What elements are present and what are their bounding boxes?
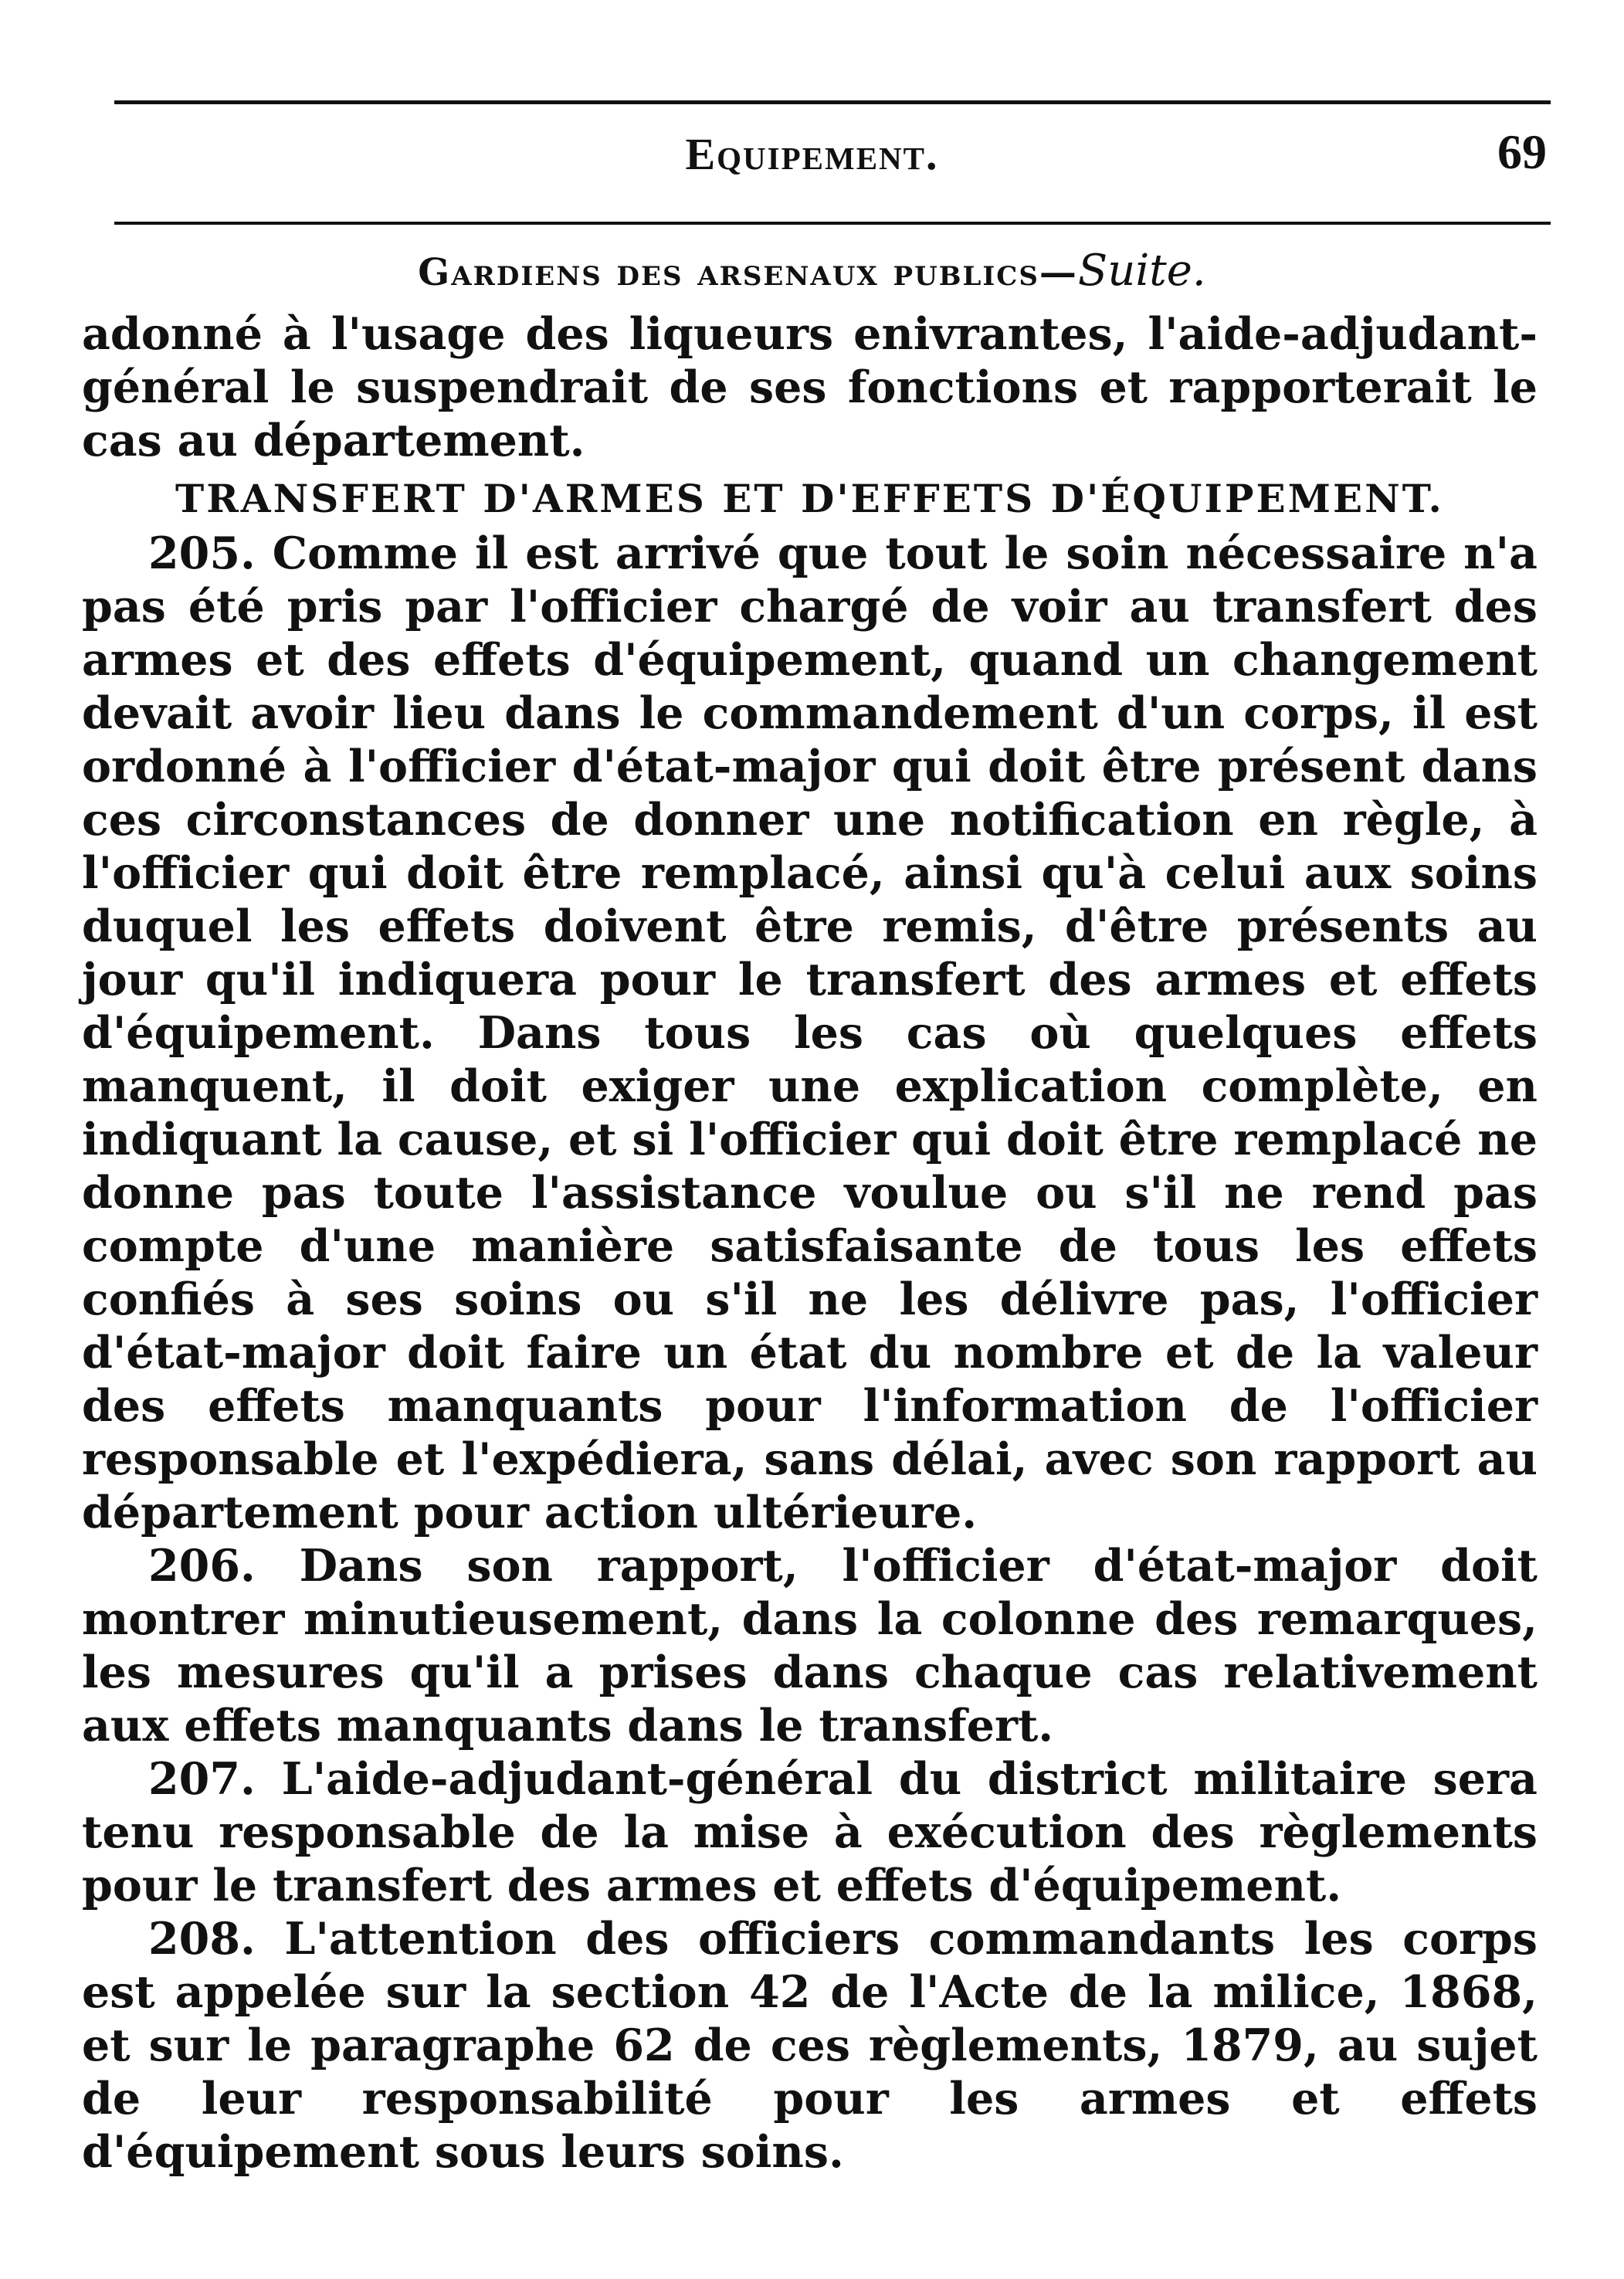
body-text [82,307,1538,2179]
top-rule [114,100,1551,104]
running-head [0,124,1624,193]
running-title: Equipement. [685,129,939,179]
header-rule [114,222,1551,225]
paragraph-206: 206. Dans son rapport, l'officier d'état-major doit montrer minutieusement, dans la colonne des remarques, les mesures qu'il a prises dans chaque cas relativement aux effets manquants dans le transfert. [82,1540,1538,1752]
section-heading [0,246,1624,296]
subheading: TRANSFERT D'ARMES ET D'EFFETS D'ÉQUIPEMENT. [175,476,1444,521]
continuation-paragraph: adonné à l'usage des liqueurs enivrantes, l'aide-adjudant-général le suspendrait de ses fonctions et rapporterait le cas au département. [82,308,1538,466]
page-number: 69 [1497,124,1547,179]
section-title: Gardiens des arsenaux publics— [418,251,1078,294]
paragraph-205: 205. Comme il est arrivé que tout le soin nécessaire n'a pas été pris par l'officier chargé de voir au transfert des armes et des effets d'équipement, quand un changement devait avoir lieu dans le commandement d'un corps, il est ordonné à l'officier d'état-major qui doit être présent dans ces circonstances de donner une notification en règle, à l'officier qui doit être remplacé, ainsi qu'à celui aux soins duquel les effets doivent être remis, d'être présents au jour qu'il indiquera pour le transfert des armes et effets d'équipement. Dans tous les cas où quelques effets manquent, il doit exiger une explication complète, en indiquant la cause, et si l'officier qui doit être remplacé ne donne pas toute l'assistance voulue ou s'il ne rend pas compte d'une manière satisfaisante de tous les effets confiés à ses soins ou s'il ne les délivre pas, l'officier d'état-major doit faire un état du nombre et de la valeur des effets manquants pour l'information de l'officier responsable et l'expédiera, sans délai, avec son rapport au département pour action ultérieure. [82,527,1538,1538]
paragraph-207: 207. L'aide-adjudant-général du district militaire sera tenu responsable de la mise à exécution des règlements pour le transfert des armes et effets d'équipement. [82,1753,1538,1911]
paragraph-208: 208. L'attention des officiers commandants les corps est appelée sur la section 42 de l'Acte de la milice, 1868, et sur le paragraphe 62 de ces règlements, 1879, au sujet de leur responsabilité pour les armes et effets d'équipement sous leurs soins. [82,1913,1538,2178]
section-suite: Suite. [1077,246,1206,296]
